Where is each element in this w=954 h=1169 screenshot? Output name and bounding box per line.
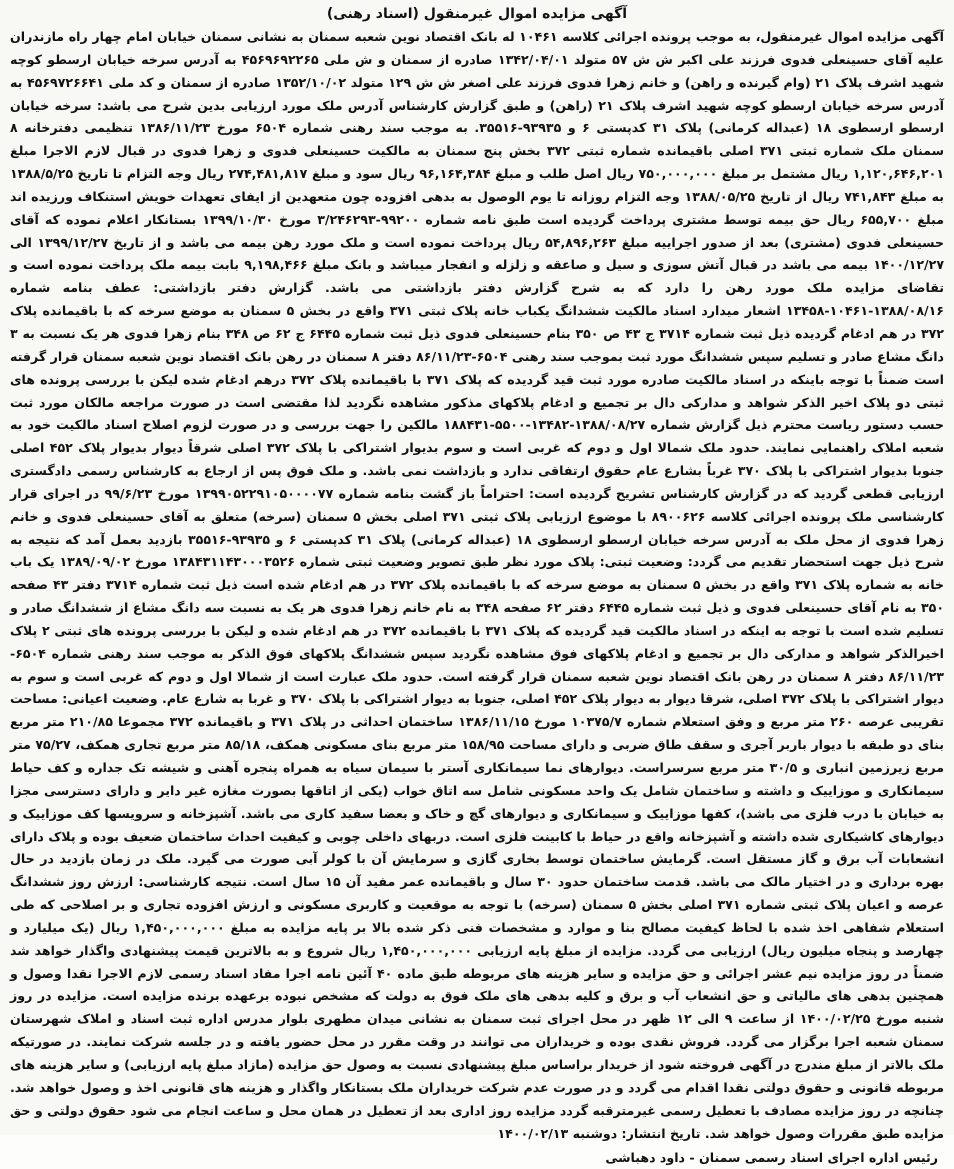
signature-line: رئیس اداره اجرای اسناد رسمی سمنان - داود دهباشی	[605, 1150, 938, 1166]
notice-title: آگهی مزایده اموال غیرمنقول (اسناد رهنی)	[326, 6, 628, 22]
notice-body: آگهی مزایده اموال غیرمنقول، به موجب پرونده اجرائی کلاسه ۱۰۴۶۱ له بانک اقتصاد نوین شعبه سمنان به نشانی سمنان خیابان امام چهار راه مازندران علیه آقای حسینعلی فدوی فرزند علی اکبر ش ش ۵۷ متولد ۱۳۴۲/۰۴/۰۱ صادره از سمنان و ش ملی ۴۵۶۹۶۹۲۲۶۵ به آدرس سرخه خیابان ارسطو کوچه شهید اشرف پلاک ۲۱ (وام گیرنده و راهن) و خانم زهرا فدوی فرزند علی اصغر ش ش ۱۲۹ متولد ۱۳۵۲/۱۰/۰۲ صادره از سمنان و کد ملی ۴۵۶۹۷۲۶۶۴۱ به آدرس سرخه خیابان ارسطو کوچه شهید اشرف پلاک ۲۱ (راهن) و طبق گزارش کارشناس آدرس ملک مورد ارزیابی بدین شرح می باشد: سرخه خیابان ارسطو ارسطوی ۱۸ (عبداله کرمانی) پلاک ۳۱ کدپستی ۶ و ۹۳۹۳۵-۳۵۵۱۶. به موجب سند رهنی شماره ۶۵۰۴ مورخ ۱۳۸۶/۱۱/۲۳ تنظیمی دفترخانه ۸ سمنان ملک شماره ثبتی ۳۷۱ اصلی باقیمانده شماره ثبتی ۳۷۲ بخش پنج سمنان به مالکیت حسینعلی فدوی و زهرا فدوی در قبال لازم الاجرا مبلغ ۱,۱۲۰,۶۴۶,۲۰۱ ریال مشتمل بر مبلغ ۷۵۰,۰۰۰,۰۰۰ ریال اصل طلب و مبلغ ۹۶,۱۶۴,۳۸۴ ریال سود و مبلغ ۲۷۴,۴۸۱,۸۱۷ ریال وجه التزام تا تاریخ ۱۳۸۸/۵/۲۵ به مبلغ ۷۴۱,۸۴۳ ریال از تاریخ ۱۳۸۸/۰۵/۲۵ وجه التزام روزانه تا یوم الوصول به بدهی افزوده چون متعهدین از ایفای تعهدات خویش استنکاف ورزیده اند مبلغ ۶۵۵,۷۰۰ ریال حق بیمه توسط مشتری پرداخت گردیده است طبق نامه شماره ۹۹۲۰۰-۳/۲۴۶۲۹۳ مورخ ۱۳۹۹/۱۰/۳۰ بستانکار اعلام نموده که آقای حسینعلی فدوی (مشتری) بعد از صدور اجراییه مبلغ ۵۴,۸۹۶,۲۶۳ ریال پرداخت نموده است و ملک مورد رهن بیمه می باشد و از تاریخ ۱۳۹۹/۱۲/۲۷ الی ۱۴۰۰/۱۲/۲۷ بیمه می باشد در قبال آتش سوزی و سیل و صاعقه و زلزله و انفجار میباشد و بانک مبلغ ۹,۱۹۸,۴۶۶ بابت بیمه ملک پرداخت نموده است و تقاضای مزایده ملک مورد رهن را دارد که به شرح گزارش دفتر بازداشتی می باشد. گزارش دفتر بازداشتی: عطف بنامه شماره ۱۳۸۸/۰۸/۱۶-۱۰۴۶۱-۱۳۴۵۸ اشعار میدارد اسناد مالکیت ششدانگ یکباب خانه پلاک ثبتی ۳۷۱ واقع در بخش ۵ سمنان به موضع سرخه که با باقیمانده پلاک ۳۷۲ در هم ادغام گردیده ذیل ثبت شماره ۳۷۱۴ ج ۴۳ ص ۳۵۰ بنام حسینعلی فدوی ذیل ثبت شماره ۶۴۴۵ ج ۶۲ ص ۳۴۸ بنام زهرا فدوی هر یک نسبت به ۳ دانگ مشاع صادر و تسلیم سپس ششدانگ مورد ثبت بموجب سند رهنی ۶۵۰۴-۸۶/۱۱/۲۳ دفتر ۸ سمنان در رهن بانک اقتصاد نوین شعبه سمنان قرار گرفته است ضمناً با توجه باینکه در اسناد مالکیت صادره مورد ثبت قید گردیده که پلاک ۳۷۱ با باقیمانده پلاک ۳۷۲ درهم ادغام شده لیکن با بررسی پرونده های ثبتی دو پلاک اخیر الذکر شواهد و مدارکی دال بر تجمیع و ادغام پلاکهای مذکور مشاهده نگردید لذا مقتضی است در صورت مراجعه مالکان مورد ثبت حسب دستور ریاست محترم ذیل گزارش شماره ۱۳۸۸/۰۸/۲۷-۱۳۴۸۲-۵۵۰۰-۱۸۸۴۳۱ مالکین را جهت بررسی و در صورت لزوم اصلاح اسناد مالکیت خود به شعبه املاک راهنمایی نمایند. حدود ملک شمالا اول و دوم که غربی است و سوم بدیوار اشتراکی با پلاک ۳۷۲ اصلی شرقاً دیوار بدیوار پلاک ۴۵۲ اصلی جنوبا بدیوار اشتراکی با پلاک ۳۷۰ غرباً بشارع عام حقوق ارتفاقی ندارد و بازداشت نمی باشد. و ملک فوق پس از ارجاع به کارشناس رسمی دادگستری ارزیابی قطعی گردید که در گزارش کارشناس تشریح گردیده است: احتراماً باز گشت بنامه شماره ۱۳۹۹۰۵۲۲۹۱۰۵۰۰۰۰۷۷ مورخ ۹۹/۶/۲۳ در اجرای قرار کارشناسی ملک پرونده اجرائی کلاسه ۸۹۰۰۶۲۶ با موضوع ارزیابی پلاک ثبتی ۳۷۱ اصلی بخش ۵ سمنان (سرخه) متعلق به آقای حسینعلی فدوی و خانم زهرا فدوی از محل ملک به آدرس سرخه خیابان ارسطو ارسطوی ۱۸ (عبداله کرمانی) پلاک ۳۱ کدپستی ۶ و ۹۳۹۳۵-۳۵۵۱۶ بازدید بعمل آمد که نتیجه به شرح ذیل جهت استحضار تقدیم می گردد: وضعیت ثبتی: پلاک مورد نظر طبق تصویر وضعیت ثبتی شماره ۱۳۸۴۳۱۱۴۳۰۰۰۳۵۲۶ مورخ ۱۳۸۹/۰۹/۰۲ یک باب خانه به شماره پلاک ۳۷۱ واقع در بخش ۵ سمنان به موضع سرخه که با باقیمانده پلاک ۳۷۲ در هم ادغام شده است ذیل ثبت شماره ۳۷۱۴ دفتر ۴۳ صفحه ۳۵۰ به نام آقای حسینعلی فدوی و ذیل ثبت شماره ۶۴۴۵ دفتر ۶۲ صفحه ۳۴۸ به نام خانم زهرا فدوی هر یک به نسبت سه دانگ مشاع از ششدانگ صادر و تسلیم شده است با توجه به اینکه در اسناد مالکیت قید گردیده که پلاک ۳۷۱ با باقیمانده ۳۷۲ در هم ادغام شده و لیکن با بررسی پرونده های ثبتی ۲ پلاک اخیرالذکر شواهد و مدارکی دال بر تجمیع و ادغام پلاکهای فوق مشاهده نگردید سپس ششدانگ پلاکهای فوق الذکر به موجب سند رهنی شماره ۶۵۰۴- ۸۶/۱۱/۲۳ دفتر ۸ سمنان در رهن بانک اقتصاد نوین شعبه سمنان قرار گرفته است. حدود ملک عبارت است از شمالا اول و دوم که غربی است و سوم به دیوار اشتراکی با پلاک ۳۷۲ اصلی، شرقا دیوار به دیوار پلاک ۴۵۲ اصلی، جنوبا به دیوار اشتراکی با پلاک ۳۷۰ و غربا به شارع عام. وضعیت اعیانی: مساحت تقریبی عرصه ۲۶۰ متر مربع و وفق استعلام شماره ۱۰۳۷۵/۷ مورخ ۱۳۸۶/۱۱/۱۵ ساختمان احداثی در پلاک ۳۷۱ و باقیمانده ۳۷۲ مجموعا ۲۱۰/۸۵ متر مربع بنای دو طبقه با دیوار باربر آجری و سقف طاق ضربی و دارای مساحت ۱۵۸/۹۵ متر مربع بنای مسکونی همکف، ۸۵/۱۸ متر مربع تجاری همکف، ۷۵/۲۷ متر مربع زیرزمین انباری و ۳۰/۵ متر مربع سرسراست. دیوارهای نما سیمانکاری آستر با سیمان سیاه به همراه پنجره آهنی و شیشه تک جداره و کف حیاط سیمانکاری و موزاییک و داشته و ساختمان شامل یک واحد مسکونی شامل سه اتاق خواب (یکی از اتاقها بصورت مغازه غیر دایر و دارای دسترسی مجزا به خیابان با درب فلزی می باشد)، کفها موزاییک و سیمانکاری و دیوارهای گچ و خاک و بعضا سفید کاری می باشد. آشپزخانه و سرویسها کف موزاییک و دیوارهای کاشیکاری شده داشته و آشپزخانه واقع در حیاط با کابینت فلزی است. دربهای داخلی چوبی و کیفیت احداث ساختمان ضعیف بوده و پلاک دارای انشعابات آب برق و گاز مستقل است. گرمایش ساختمان توسط بخاری گازی و سرمایش آن با کولر آبی صورت می گیرد. ملک در زمان بازدید در حال بهره برداری و در اختیار مالک می باشد. قدمت ساختمان حدود ۳۰ سال و باقیمانده عمر مفید آن ۱۵ سال است. نتیجه کارشناسی: ارزش روز ششدانگ عرصه و اعیان پلاک ثبتی شماره ۳۷۱ اصلی بخش ۵ سمنان (سرخه) با توجه به موقعیت و کاربری مسکونی و ارزش افزوده تجاری و بر اصلاحی که طی استعلام شفاهی اخذ شده با لحاظ کیفیت مصالح بنا و موارد و مشخصات فنی ذکر شده بالا بر پایه مزایده به مبلغ ۱,۴۵۰,۰۰۰,۰۰۰ ریال (یک میلیارد و چهارصد و پنجاه میلیون ریال) ارزیابی می گردد. مزایده از مبلغ پایه ارزیابی ۱,۴۵۰,۰۰۰,۰۰۰ ریال شروع و به بالاترین قیمت پیشنهادی واگذار خواهد شد ضمناً در روز مزایده نیم عشر اجرائی و حق مزایده و سایر هزینه های مربوطه طبق ماده ۴۰ آئین نامه اجرا مفاد اسناد رسمی لازم الاجرا نقدا وصول و همچنین بدهی های مالیاتی و حق انشعاب آب و برق و کلیه بدهی های ملک فوق به دولت که مشخص نبوده برعهده برنده مزایده است. مزایده در روز شنبه مورخ ۱۴۰۰/۰۲/۲۵ از ساعت ۹ الی ۱۲ ظهر در محل اجرای ثبت سمنان به نشانی میدان مطهری بلوار مدرس اداره ثبت اسناد و املاک شهرستان سمنان شعبه اجرا برگزار می گردد. فروش نقدی بوده و خریداران می توانند در وقت مقرر در محل حضور یافته و در جلسه شرکت نمایند. در صورتیکه ملک بالاتر از مبلغ مندرج در آگهی فروخته شود از خریدار براساس مبلغ پیشنهادی نسبت به وصول حق مزایده (مازاد مبلغ پایه ارزیابی) و سایر هزینه های مربوطه قانونی و حقوق دولتی نقدا اقدام می گردد و در صورت عدم شرکت خریداران ملک بستانکار واگذار و هزینه های قانونی اخذ و وصول خواهد شد. چنانچه در روز مزایده مصادف با تعطیل رسمی غیرمترقبه گردد مزایده روز اداری بعد از تعطیل در همان محل و ساعت انجام می شود حقوق دولتی و حق مزایده طبق مقررات وصول خواهد شد. تاریخ انتشار: دوشنبه ۱۴۰۰/۰۲/۱۳	[10, 29, 945, 1141]
